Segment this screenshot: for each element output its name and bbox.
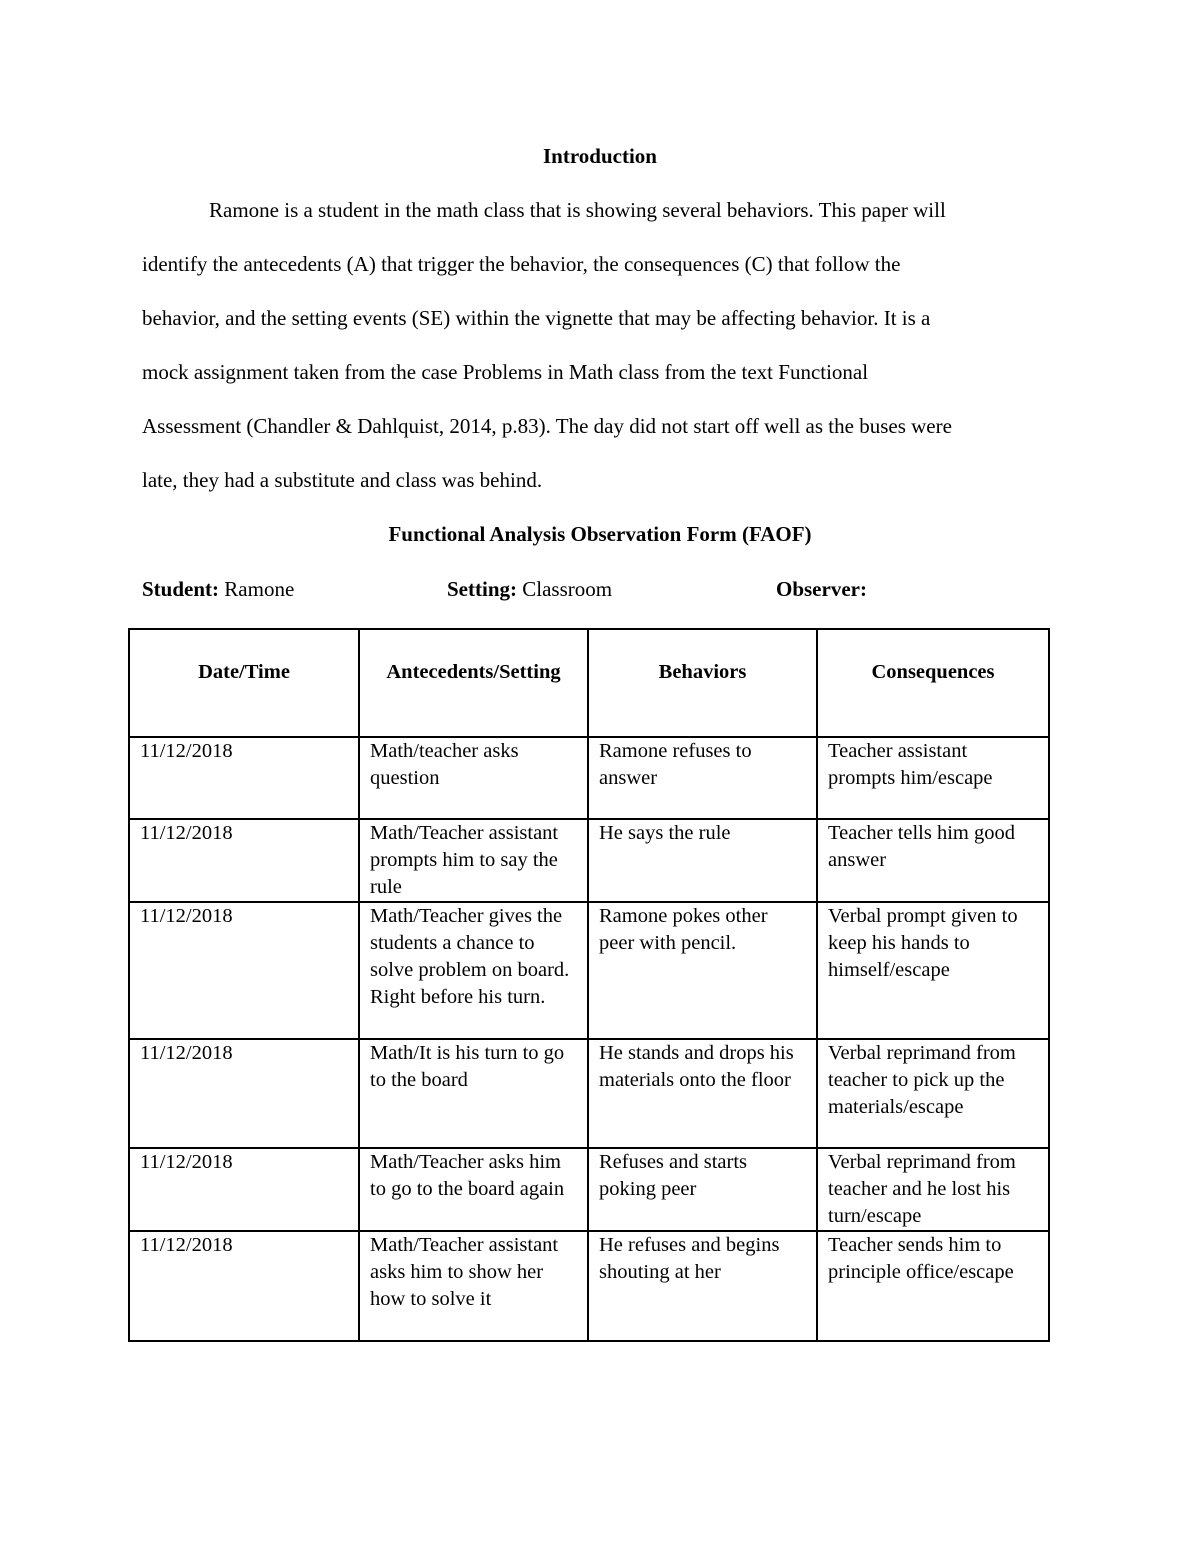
paragraph-line: Ramone is a student in the math class that is showing several behaviors. This paper will — [209, 198, 946, 222]
cell-antecedent: Math/teacher asks question — [359, 737, 588, 819]
table-row — [129, 902, 1049, 1039]
cell-behavior: Refuses and starts poking peer — [588, 1148, 817, 1231]
introduction-paragraph — [142, 197, 1054, 521]
setting-field — [447, 576, 612, 602]
introduction-heading: Introduction — [543, 144, 657, 168]
header-date-time: Date/Time — [129, 629, 359, 737]
cell-consequence: Teacher tells him good answer — [817, 819, 1049, 902]
paragraph-line: mock assignment taken from the case Problems in Math class from the text Functional — [142, 360, 869, 384]
cell-date: 11/12/2018 — [129, 819, 359, 902]
table-row — [129, 1148, 1049, 1231]
paragraph-line: late, they had a substitute and class was behind. — [142, 468, 543, 492]
cell-behavior: He refuses and begins shouting at her — [588, 1231, 817, 1341]
paragraph-line: Assessment (Chandler & Dahlquist, 2014, p.83). The day did not start off well as the buses were — [142, 414, 952, 438]
header-behaviors: Behaviors — [588, 629, 817, 737]
cell-date: 11/12/2018 — [129, 1231, 359, 1341]
table-row — [129, 737, 1049, 819]
student-value: Ramone — [224, 577, 295, 601]
cell-antecedent: Math/Teacher gives the students a chance to solve problem on board. Right before his turn. — [359, 902, 588, 1039]
cell-consequence: Verbal reprimand from teacher to pick up the materials/escape — [817, 1039, 1049, 1148]
cell-date: 11/12/2018 — [129, 1148, 359, 1231]
cell-antecedent: Math/It is his turn to go to the board — [359, 1039, 588, 1148]
observer-field — [776, 576, 867, 602]
student-label: Student: — [142, 577, 220, 601]
cell-behavior: He stands and drops his materials onto the floor — [588, 1039, 817, 1148]
observation-table — [128, 628, 1050, 1342]
setting-label: Setting: — [447, 577, 517, 601]
cell-date: 11/12/2018 — [129, 1039, 359, 1148]
paragraph-line: identify the antecedents (A) that trigger the behavior, the consequences (C) that follow the — [142, 252, 901, 276]
cell-behavior: Ramone pokes other peer with pencil. — [588, 902, 817, 1039]
cell-antecedent: Math/Teacher assistant prompts him to say the rule — [359, 819, 588, 902]
paragraph-line: behavior, and the setting events (SE) within the vignette that may be affecting behavior. It is a — [142, 306, 931, 330]
setting-value: Classroom — [522, 577, 613, 601]
cell-behavior: Ramone refuses to answer — [588, 737, 817, 819]
table-row — [129, 819, 1049, 902]
student-field — [142, 576, 294, 602]
header-consequences: Consequences — [817, 629, 1049, 737]
cell-antecedent: Math/Teacher asks him to go to the board again — [359, 1148, 588, 1231]
cell-date: 11/12/2018 — [129, 902, 359, 1039]
cell-consequence: Teacher sends him to principle office/escape — [817, 1231, 1049, 1341]
observer-label: Observer: — [776, 577, 867, 601]
form-heading: Functional Analysis Observation Form (FAOF) — [388, 522, 812, 546]
header-antecedents-setting: Antecedents/Setting — [359, 629, 588, 737]
cell-behavior: He says the rule — [588, 819, 817, 902]
table-row — [129, 1039, 1049, 1148]
cell-consequence: Teacher assistant prompts him/escape — [817, 737, 1049, 819]
cell-date: 11/12/2018 — [129, 737, 359, 819]
cell-consequence: Verbal prompt given to keep his hands to himself/escape — [817, 902, 1049, 1039]
table-row — [129, 1231, 1049, 1341]
form-fields-row — [0, 576, 1200, 602]
cell-consequence: Verbal reprimand from teacher and he lost his turn/escape — [817, 1148, 1049, 1231]
table-header-row — [129, 629, 1049, 737]
cell-antecedent: Math/Teacher assistant asks him to show her how to solve it — [359, 1231, 588, 1341]
